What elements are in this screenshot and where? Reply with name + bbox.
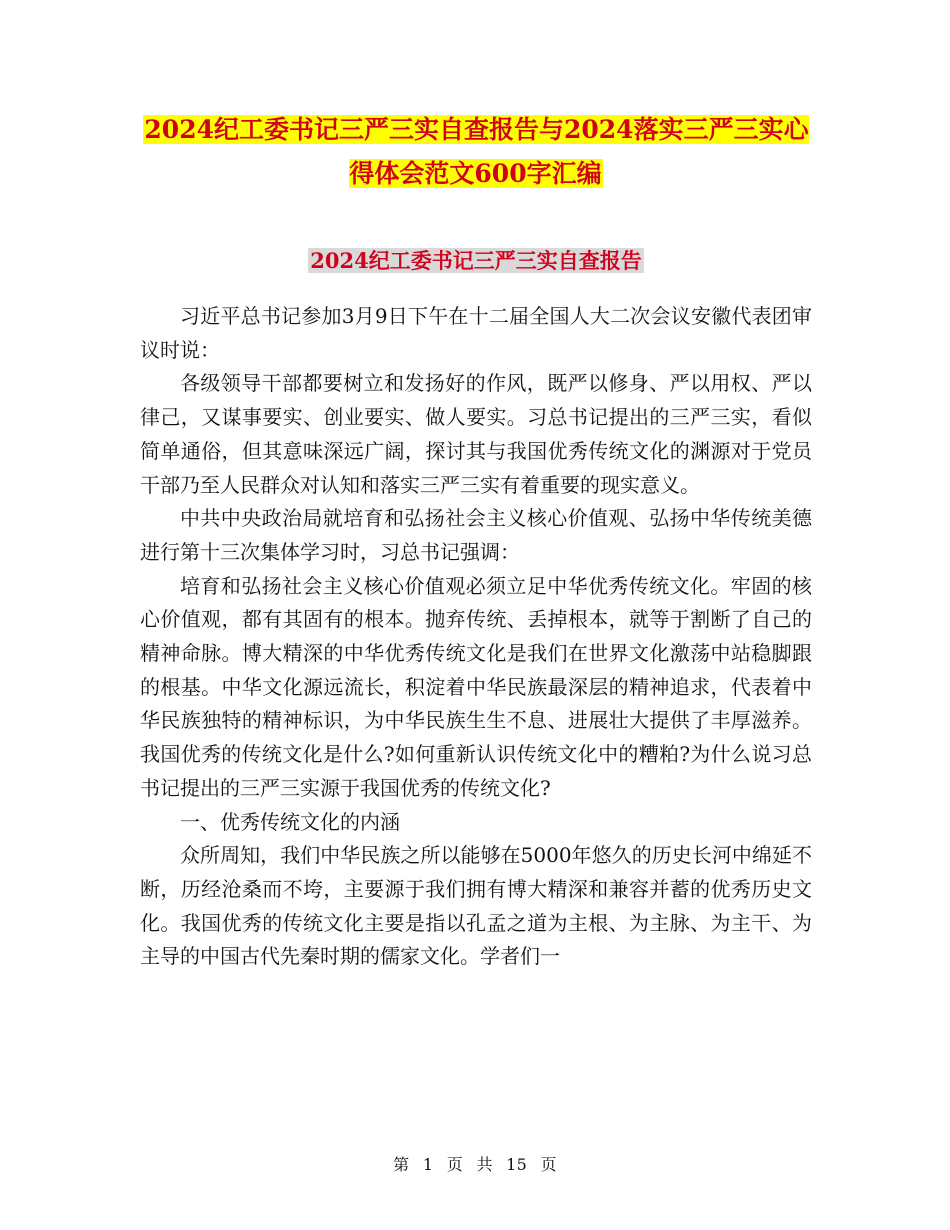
footer-total-prefix: 共 — [476, 1155, 493, 1174]
footer-current-page: 1 — [422, 1155, 434, 1174]
body-subheading: 一、优秀传统文化的内涵 — [180, 809, 400, 834]
document-title-text: 2024纪工委书记三严三实自查报告与2024落实三严三实心得体会范文600字汇编 — [144, 115, 809, 188]
footer-page-label: 页 — [446, 1155, 464, 1174]
footer-suffix: 页 — [540, 1155, 557, 1174]
footer-prefix: 第 — [393, 1155, 410, 1174]
document-title — [140, 108, 812, 196]
document-body — [140, 300, 812, 974]
footer-total-pages: 15 — [506, 1155, 528, 1174]
section-heading-text: 2024纪工委书记三严三实自查报告 — [310, 248, 642, 273]
body-paragraph: 中共中央政治局就培育和弘扬社会主义核心价值观、弘扬中华传统美德进行第十三次集体学习时，习总书记强调： — [140, 506, 812, 564]
page-footer — [0, 1154, 950, 1176]
body-paragraph: 习近平总书记参加3月9日下午在十二届全国人大二次会议安徽代表团审议时说： — [140, 304, 812, 362]
body-paragraph: 各级领导干部都要树立和发扬好的作风，既严以修身、严以用权、严以律己，又谋事要实、创业要实、做人要实。习总书记提出的三严三实，看似简单通俗，但其意味深远广阔，探讨其与我国优秀传统文化的渊源对于党员干部乃至人民群众对认知和落实三严三实有着重要的现实意义。 — [140, 371, 812, 497]
body-paragraph: 众所周知，我们中华民族之所以能够在5000年悠久的历史长河中绵延不断，历经沧桑而不垮，主要源于我们拥有博大精深和兼容并蓄的优秀历史文化。我国优秀的传统文化主要是指以孔孟之道为主根、为主脉、为主干、为主导的中国古代先秦时期的儒家文化。学者们一 — [140, 843, 812, 969]
section-heading — [140, 243, 812, 279]
body-paragraph: 培育和弘扬社会主义核心价值观必须立足中华优秀传统文化。牢固的核心价值观，都有其固有的根本。抛弃传统、丢掉根本，就等于割断了自己的精神命脉。博大精深的中华优秀传统文化是我们在世界文化激荡中站稳脚跟的根基。中华文化源远流长，积淀着中华民族最深层的精神追求，代表着中华民族独特的精神标识，为中华民族生生不息、进展壮大提供了丰厚滋养。我国优秀的传统文化是什么?如何重新认识传统文化中的糟粕?为什么说习总书记提出的三严三实源于我国优秀的传统文化? — [140, 573, 812, 800]
